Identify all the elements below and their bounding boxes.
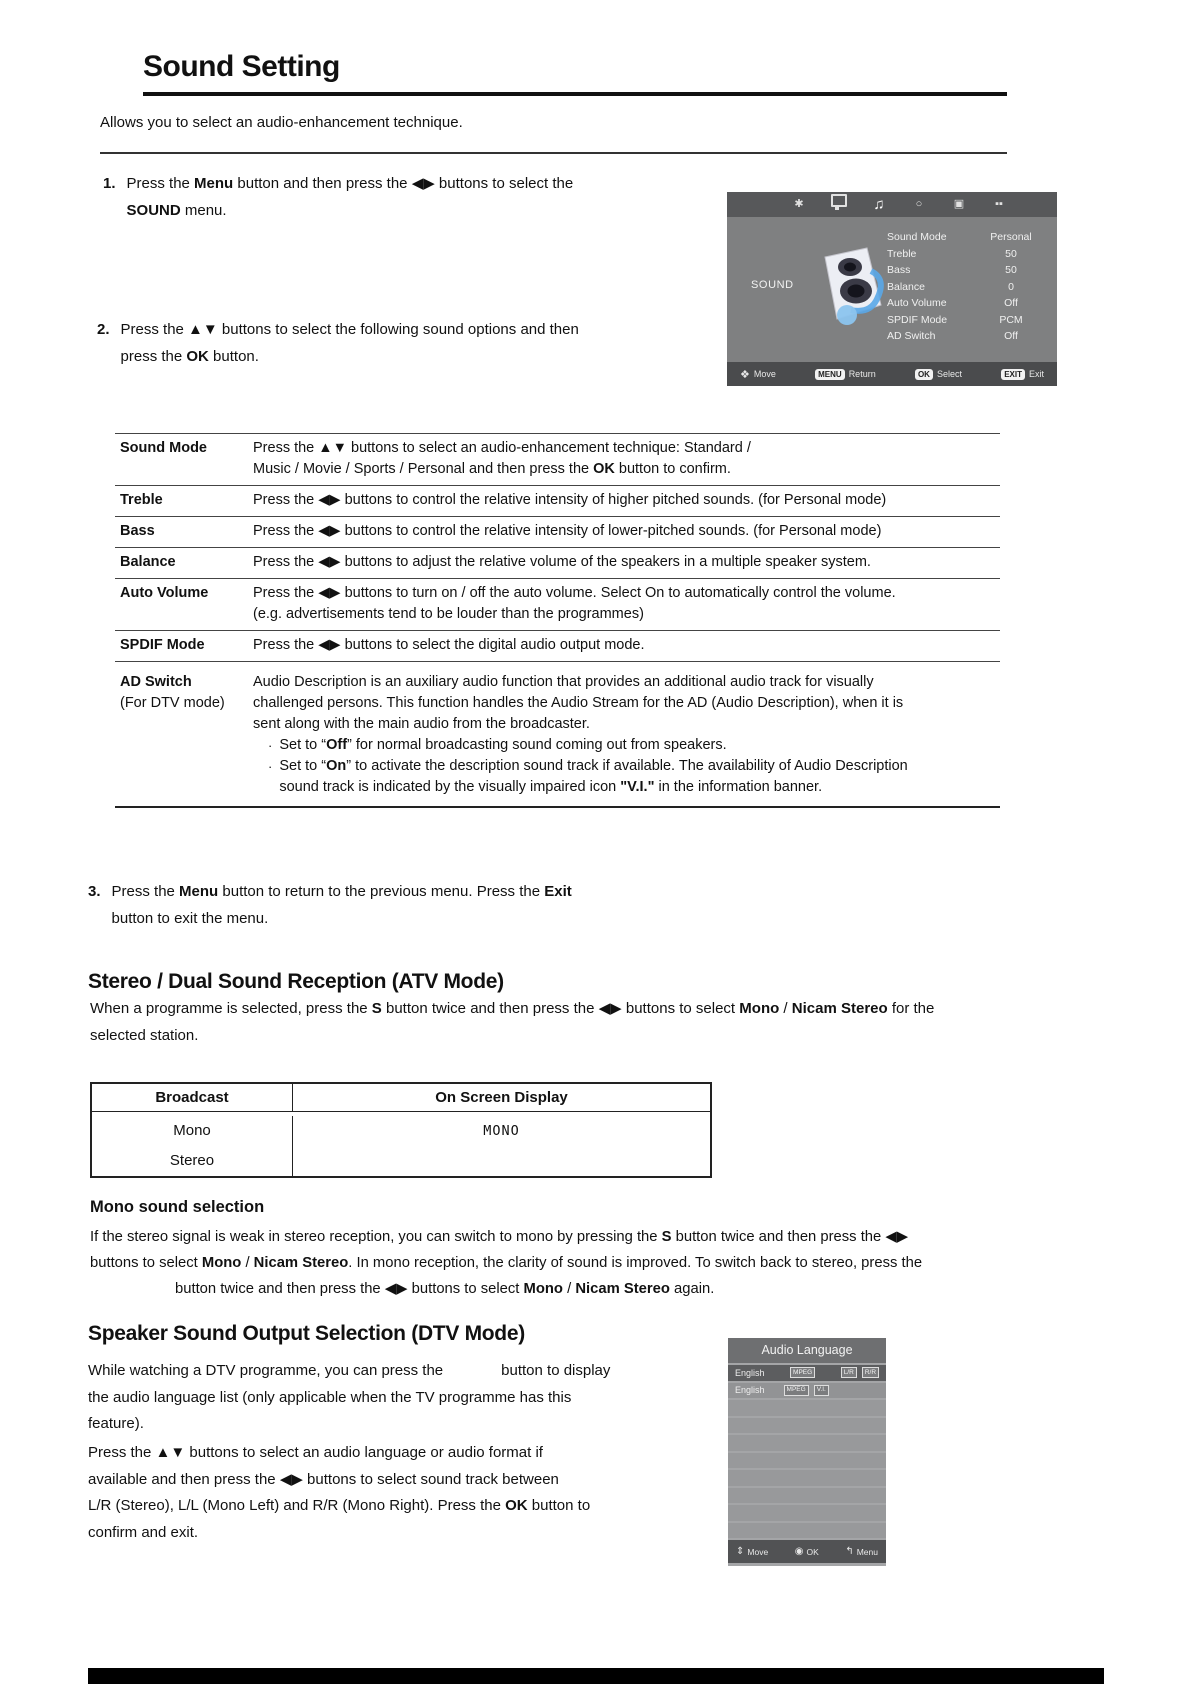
option-desc: Audio Description is an auxiliary audio function that provides an additional audio track for visually challenged persons. This function handles the Audio Stream for the AD (Audio Description), when it is sent along with the main audio from the broadcaster. <box>253 674 904 732</box>
step-text: Press the Menu button and then press the ◀▶ buttons to select the SOUND menu. <box>126 175 574 219</box>
empty-row <box>728 1435 886 1451</box>
settings-icon: ✱ <box>794 198 804 210</box>
osd-menu-item: Auto Volume Off <box>887 297 1018 309</box>
menu-hint: ↰ Menu <box>845 1546 878 1557</box>
broadcast-table-body <box>92 1112 710 1176</box>
bullet-marker: · <box>268 738 273 753</box>
mono-selection-heading: Mono sound selection <box>90 1198 265 1216</box>
step-1 <box>103 170 687 224</box>
time-icon: ○ <box>915 198 923 210</box>
option-label: Auto Volume <box>120 585 209 601</box>
language-label: English <box>735 1367 765 1378</box>
osd-menu-item: Bass 50 <box>887 264 1017 276</box>
option-desc: Press the ◀▶ buttons to control the relative intensity of higher pitched sounds. (for Personal mode) <box>253 492 887 508</box>
table-cell: Stereo <box>169 1152 215 1169</box>
select-hint: OK Select <box>915 369 962 380</box>
ok-hint: ◉ OK <box>794 1546 819 1557</box>
step-2 <box>97 316 681 370</box>
option-label: AD Switch <box>120 674 192 690</box>
ok-circle-icon: ◉ <box>794 1546 804 1557</box>
option-row-ad-switch <box>115 661 1000 806</box>
option-desc: Press the ◀▶ buttons to select the digital audio output mode. <box>253 637 645 653</box>
return-hint: MENU Return <box>815 369 876 380</box>
panel-hint-bar <box>728 1540 886 1563</box>
display-icon <box>831 192 847 217</box>
osd-section-label: SOUND <box>751 279 794 291</box>
empty-row <box>728 1470 886 1486</box>
option-desc: Press the ▲▼ buttons to select an audio-enhancement technique: Standard / Music / Movie / Sports / Personal and then press the OK button to confirm. <box>253 440 751 477</box>
option-sublabel: (For DTV mode) <box>120 695 225 711</box>
column-header: Broadcast <box>92 1084 293 1111</box>
divider-rule <box>100 152 1007 154</box>
option-desc: Press the ◀▶ buttons to control the relative intensity of lower-pitched sounds. (for Personal mode) <box>253 523 882 539</box>
sound-icon: ♫ <box>873 196 885 213</box>
page-footer-bar <box>88 1668 1104 1684</box>
option-label: Balance <box>120 554 176 570</box>
step-text: Press the Menu button to return to the previous menu. Press the Exit button to exit the menu. <box>111 883 572 927</box>
osd-menu-item: Treble 50 <box>887 247 1017 260</box>
more-icon: ▪▪ <box>995 198 1003 210</box>
exit-hint: EXIT Exit <box>1001 369 1044 380</box>
audio-language-row <box>728 1383 886 1399</box>
page-title: Sound Setting <box>143 50 340 83</box>
step-text: Press the ▲▼ buttons to select the following sound options and then press the OK button. <box>120 321 579 365</box>
option-desc: Press the ◀▶ buttons to turn on / off the auto volume. Select On to automatically control the volume. (e.g. advertisements tend to be louder than the programmes) <box>253 585 896 622</box>
sound-options-table <box>115 433 1000 808</box>
step-3 <box>88 878 672 932</box>
osd-menu-item: AD Switch Off <box>887 330 1018 342</box>
sound-menu-screenshot <box>727 192 1057 386</box>
empty-row <box>728 1418 886 1434</box>
format-badge: MPEG <box>784 1385 809 1396</box>
menu-button-badge: MENU <box>815 369 845 380</box>
intro-text: Allows you to select an audio-enhancement technique. <box>100 114 463 131</box>
option-icon: ▣ <box>953 198 965 210</box>
audio-language-screenshot <box>728 1338 886 1566</box>
atv-section-heading: Stereo / Dual Sound Reception (ATV Mode) <box>88 970 504 993</box>
osd-hint-bar <box>727 362 1057 386</box>
osd-menu-item: Balance 0 <box>887 280 1014 293</box>
option-row-treble <box>115 485 1000 516</box>
language-label: English <box>735 1385 765 1396</box>
panel-title: Audio Language <box>728 1338 886 1363</box>
option-row-spdif-mode <box>115 630 1000 661</box>
option-row-auto-volume <box>115 578 1000 630</box>
table-cell: Mono <box>173 1122 211 1139</box>
move-hint: ⇕ Move <box>736 1546 769 1557</box>
mono-selection-paragraph: If the stereo signal is weak in stereo reception, you can switch to mono by pressing the S button twice and then press the ◀▶ buttons to select Mono / Nicam Stereo. In mono reception, the clarity of sound is improved. To switch back to stereo, press the button twice and then press the ◀▶ buttons to select Mono / Nicam Stereo again. <box>90 1229 923 1297</box>
broadcast-table-header <box>92 1084 710 1112</box>
osd-topbar <box>727 192 1057 217</box>
atv-paragraph: When a programme is selected, press the S button twice and then press the ◀▶ buttons to select Mono / Nicam Stereo for the selected station. <box>90 1000 935 1044</box>
move-hint: ❖ Move <box>740 368 776 381</box>
empty-row <box>728 1453 886 1469</box>
osd-menu-item: Sound Mode Personal <box>887 231 1032 243</box>
osd-body <box>727 217 1057 362</box>
ok-button-badge: OK <box>915 369 933 380</box>
bullet-item: · Set to “Off” for normal broadcasting sound coming out from speakers. <box>253 735 996 756</box>
empty-row <box>728 1505 886 1521</box>
table-cell: MONO <box>483 1123 520 1139</box>
dtv-paragraph-1: While watching a DTV programme, you can press the button to display the audio language list (only applicable when the TV programme has this feature). <box>88 1362 611 1432</box>
osd-menu-list <box>887 229 1049 345</box>
title-underline <box>143 92 1007 96</box>
broadcast-table <box>90 1082 712 1178</box>
osd-menu-item: SPDIF Mode PCM <box>887 313 1023 326</box>
option-desc: Press the ◀▶ buttons to adjust the relative volume of the speakers in a multiple speaker system. <box>253 554 871 570</box>
empty-row <box>728 1523 886 1539</box>
audio-language-row <box>728 1365 886 1381</box>
option-label: Bass <box>120 523 155 539</box>
option-label: Treble <box>120 492 163 508</box>
column-header: On Screen Display <box>435 1089 568 1106</box>
exit-button-badge: EXIT <box>1001 369 1025 380</box>
step-number: 2. <box>97 321 110 338</box>
option-row-sound-mode <box>115 434 1000 485</box>
empty-row <box>728 1400 886 1416</box>
dtv-section-heading: Speaker Sound Output Selection (DTV Mode) <box>88 1322 525 1345</box>
empty-row <box>728 1488 886 1504</box>
step-number: 1. <box>103 175 116 192</box>
channel-badge: R/R <box>862 1367 879 1378</box>
dtv-paragraph-2: Press the ▲▼ buttons to select an audio language or audio format if available and then press the ◀▶ buttons to select sound track between L/R (Stereo), L/L (Mono Left) and R/R (Mono Right). Press the OK button to confirm and exit. <box>88 1444 591 1541</box>
format-badge: MPEG <box>790 1367 815 1378</box>
channel-badge: L/R <box>841 1367 857 1378</box>
option-row-bass <box>115 516 1000 547</box>
step-number: 3. <box>88 883 101 900</box>
bullet-item: · Set to “On” to activate the description sound track if available. The availability of Audio Description sound track is indicated by the visually impaired icon "V.I." in the information banner. <box>253 756 996 798</box>
menu-arrow-icon: ↰ <box>845 1546 854 1557</box>
move-icon: ❖ <box>740 368 750 381</box>
speaker-illustration <box>811 243 893 339</box>
option-label: Sound Mode <box>120 440 207 456</box>
move-vertical-icon: ⇕ <box>736 1546 745 1557</box>
bullet-marker: · <box>268 759 273 774</box>
vi-badge: V.I. <box>814 1385 829 1396</box>
option-label: SPDIF Mode <box>120 637 205 653</box>
option-row-balance <box>115 547 1000 578</box>
